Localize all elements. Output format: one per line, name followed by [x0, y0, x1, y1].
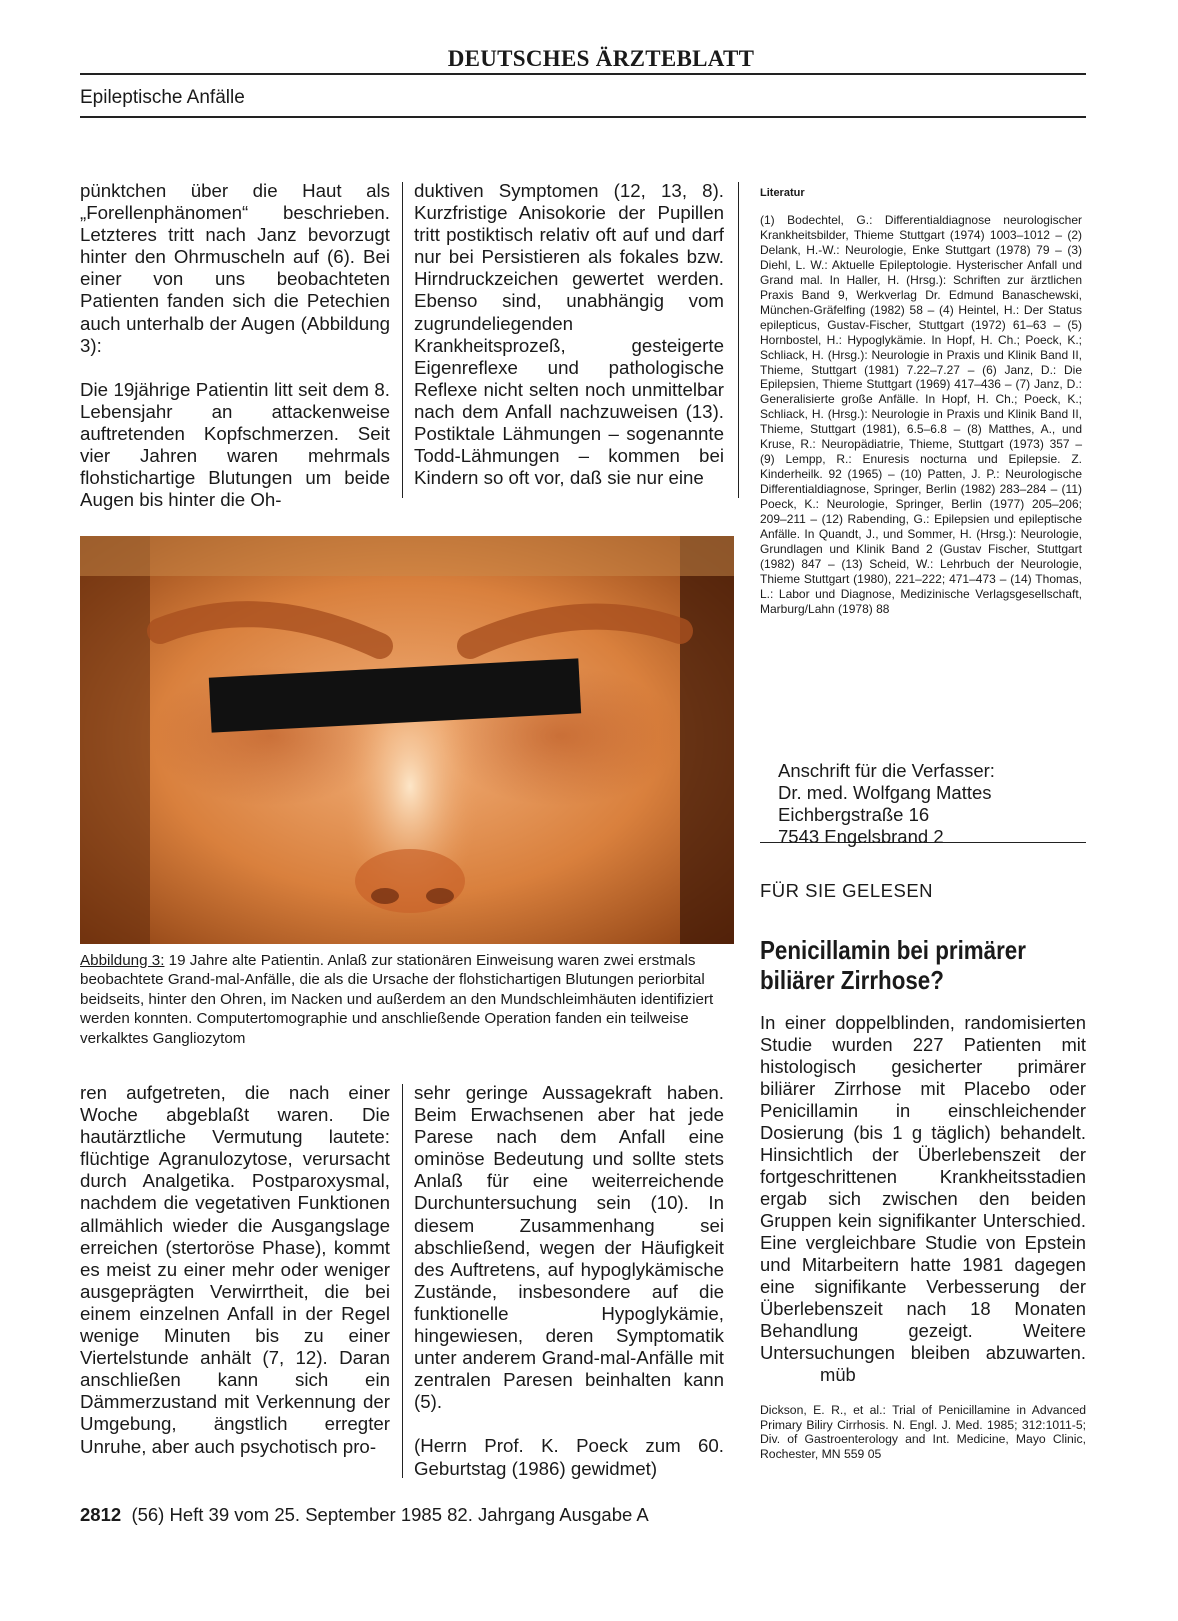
- paragraph: sehr geringe Aussagekraft haben. Beim Erwachsenen aber hat jede Parese nach dem Anfall eine ominöse Bedeutung und sollte stets Anlaß für eine weiterreichende Durchuntersuchung sein (10). In diesem Zusammenhang sei abschließend, wegen der Häufigkeit des Auftretens, auf hypoglykämische Zustände, insbesondere auf die funktionelle Hypoglykämie, hingewiesen, deren Symptomatik unter anderem Grand-mal-Anfälle mit zentralen Paresen beinhalten kann (5).: [414, 1082, 724, 1413]
- address-line: Dr. med. Wolfgang Mattes: [778, 782, 992, 803]
- literature-heading: Literatur: [760, 187, 805, 199]
- figure-caption: [80, 951, 734, 1048]
- address-line: Anschrift für die Verfasser:: [778, 760, 995, 781]
- paragraph: pünktchen über die Haut als „Forellenphänomen“ beschrieben. Letzteres tritt nach Janz bevorzugt hinter den Ohrmuscheln auf (6). Bei einer von uns beobachteten Patienten fanden sich die Petechien auch unterhalb der Augen (Abbildung 3):: [80, 180, 390, 356]
- news-title: [760, 935, 1087, 995]
- page-footer: [80, 1504, 649, 1526]
- literature-text: (1) Bodechtel, G.: Differentialdiagnose neurologischer Krankheitsbilder, Thieme Stuttgart (1974) 1003–1012 – (2) Delank, H.-W.: Neurologie, Enke Stuttgart (1978) 79 – (3) Diehl, L. W.: Aktuelle Epileptologie. Hysterischer Anfall und Grand mal. In Haller, H. (Hrsg.): Schriften zur ärztlichen Praxis Band 9, Werkverlag Dr. Edmund Banaschewski, München-Gräfelfing (1982) 58 – (4) Heintel, H.: Der Status epilepticus, Gustav-Fischer, Stuttgart (1972) 61–63 – (5) Hornbostel, H.: Hypoglykämie. In Hopf, H. Ch.; Poeck, K.; Schliack, H. (Hrsg.): Neurologie in Praxis und Klinik Band II, Thieme, Stuttgart (1981) 7.22–7.27 – (6) Janz, D.: Die Epilepsien, Thieme Stuttgart (1969) 417–436 – (7) Janz, D.: Generalisierte große Anfälle. In Hopf, H. Ch.; Poeck, K.; Schliack, H. (Hrsg.): Neurologie in Praxis und Klinik Band II, Thieme, Stuttgart (1981), 6.5–6.8 – (8) Matthes, A., und Kruse, R.: Neuropädiatrie, Thieme, Stuttgart (1973) 357 – (9) Lempp, R.: Enuresis nocturna und Epilepsie. Z. Kinderheilk. 92 (1965) – (10) Patten, J. P.: Neurologische Differentialdiagnose, Springer, Berlin (1982) 283–284 – (11) Poeck, K.: Neurologie, Springer, Berlin (1977) 205–206; 209–211 – (12) Rabending, G.: Epilepsien und epileptische Anfälle. In Quandt, J., und Sommer, H. (Hrsg.): Neurologie, Grundlagen und Klinik Band 2 (Gustav Fischer, Stuttgart (1982) 847 – (13) Scheid, W.: Lehrbuch der Neurologie, Thieme Stuttgart (1980), 221–222; 471–473 – (14) Thomas, L.: Labor und Diagnose, Medizinische Verlagsgesellschaft, Marburg/Lahn (1978) 88: [760, 213, 1082, 616]
- column-divider: [402, 1084, 403, 1478]
- paragraph: (Herrn Prof. K. Poeck zum 60. Geburtstag (1986) gewidmet): [414, 1435, 724, 1479]
- news-title-line: biliärer Zirrhose?: [760, 965, 944, 995]
- caption-label: Abbildung 3:: [80, 952, 165, 969]
- page-number: 2812: [80, 1504, 122, 1525]
- article-col1-bottom: [80, 1082, 390, 1458]
- address-line: Eichbergstraße 16: [778, 804, 930, 825]
- literature-list: [760, 213, 1082, 617]
- paragraph: duktiven Symptomen (12, 13, 8). Kurzfristige Anisokorie der Pupillen tritt postiktisch relativ oft auf und darf nur bei Persistieren als fokales bzw. Hirndruckzeichen gewertet werden. Ebenso sind, unabhängig vom zugrundeliegenden Krankheitsprozeß, gesteigerte Eigenreflexe und pathologische Reflexe nicht selten noch unmittelbar nach dem Anfall nachzuweisen (13). Postiktale Lähmungen – sogenannte Todd-Lähmungen – kommen bei Kindern so oft vor, daß sie nur eine: [414, 180, 724, 489]
- paragraph: ren aufgetreten, die nach einer Woche abgeblaßt waren. Die hautärztliche Vermutung lautete: flüchtige Agranulozytose, verursacht durch Analgetika. Postparoxysmal, nachdem die vegetativen Funktionen allmählich wieder die Ausgangslage erreichen (stertoröse Phase), kommt es meist zu einer mehr oder weniger ausgeprägten Verwirrtheit, die bei einem einzelnen Anfall in der Regel wenige Minuten bis zu einer Viertelstunde anhält (7, 12). Daran anschließen kann sich ein Dämmerzustand mit Verkennung der Umgebung, ängstlich erregter Unruhe, aber auch psychotisch pro-: [80, 1082, 390, 1457]
- news-rule: [760, 842, 1086, 843]
- article-col2-top: [414, 180, 724, 489]
- news-body: [760, 1012, 1086, 1386]
- news-signature: müb: [820, 1364, 856, 1385]
- address-line: 7543 Engelsbrand 2: [778, 826, 944, 847]
- author-address: [778, 760, 995, 848]
- issue-info: (56) Heft 39 vom 25. September 1985 82. Jahrgang Ausgabe A: [131, 1504, 649, 1525]
- article-col1-top: [80, 180, 390, 511]
- article-col2-bottom: [414, 1082, 724, 1480]
- section-title: Epileptische Anfälle: [80, 87, 245, 108]
- news-title-line: Penicillamin bei primärer: [760, 935, 1026, 965]
- news-kicker: FÜR SIE GELESEN: [760, 880, 934, 901]
- masthead: DEUTSCHES ÄRZTEBLATT: [447, 46, 755, 71]
- patient-photo: [80, 536, 734, 944]
- caption-text: 19 Jahre alte Patientin. Anlaß zur stationären Einweisung waren zwei erstmals beobachtete Grand-mal-Anfälle, die als die Ursache der flohstichartigen Blutungen periorbital beidseits, hinter den Ohren, im Nacken und außerdem an den Mundschleimhäuten identifiziert werden konnten. Computertomographie und anschließende Operation fanden ein teilweise verkalktes Gangliozytom: [80, 952, 714, 1047]
- paragraph: Die 19jährige Patientin litt seit dem 8. Lebensjahr an attackenweise auftretenden Kopfschmerzen. Seit vier Jahren waren mehrmals flohstichartige Blutungen um beide Augen bis hinter die Oh-: [80, 378, 390, 511]
- news-text: In einer doppelblinden, randomisierten Studie wurden 227 Patienten mit histologisch gesicherter primärer biliärer Zirrhose mit Placebo oder Penicillamin in einschleichender Dosierung (bis 1 g täglich) behandelt. Hinsichtlich der Überlebenszeit der fortgeschrittenen Krankheitsstadien ergab sich zwischen den beiden Gruppen kein signifikanter Unterschied. Eine vergleichbare Studie von Epstein und Mitarbeitern hatte 1981 dagegen eine signifikante Verbesserung der Überlebenszeit nach 18 Monaten Behandlung gezeigt. Weitere Untersuchungen bleiben abzuwarten.: [760, 1012, 1086, 1363]
- column-divider: [738, 182, 739, 498]
- news-reference: Dickson, E. R., et al.: Trial of Penicillamine in Advanced Primary Biliry Cirrhosis. N. Engl. J. Med. 1985; 312:1011-5; Div. of Gastroenterology and Int. Medicine, Mayo Clinic, Rochester, MN 559 05: [760, 1403, 1086, 1461]
- header-rule: [80, 116, 1086, 118]
- masthead-rule: [80, 73, 1086, 75]
- column-divider: [402, 182, 403, 498]
